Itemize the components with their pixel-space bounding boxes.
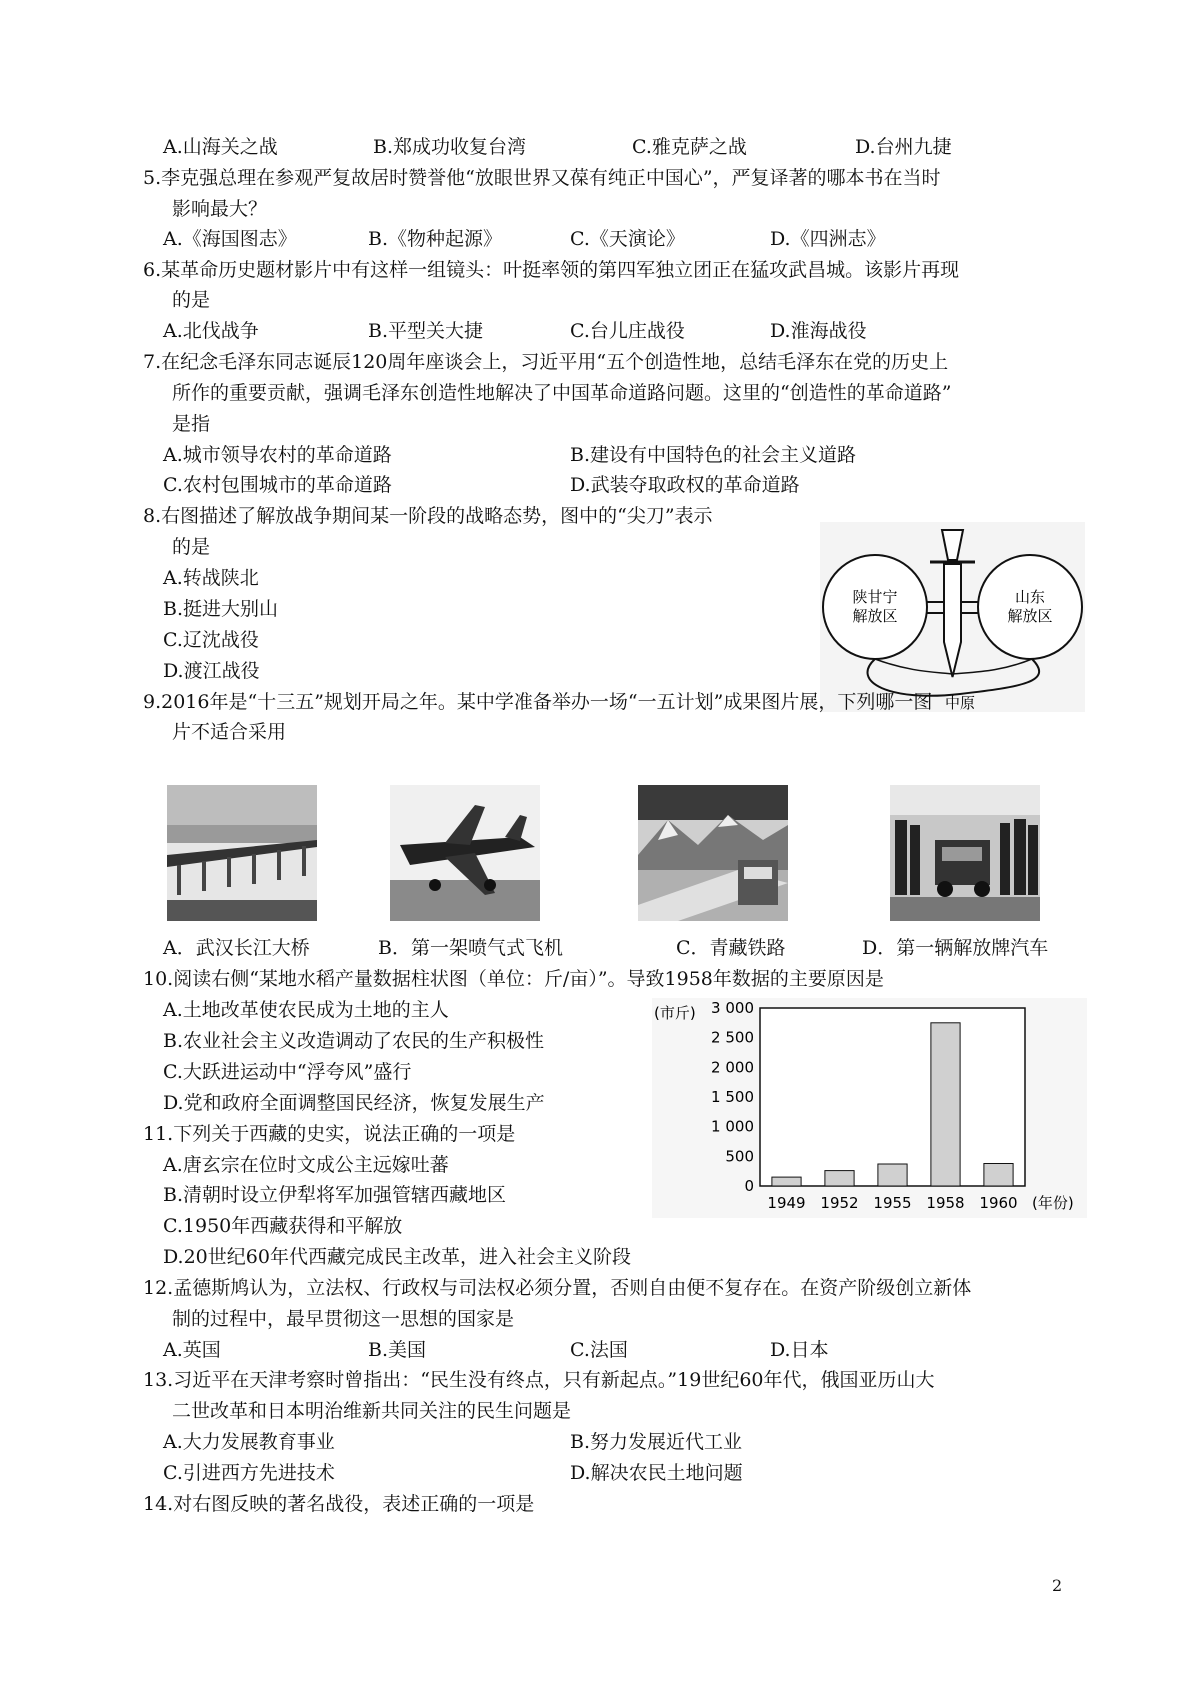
q9-option-b: B．第一架喷气式飞机	[378, 937, 563, 959]
q4-option-d: D.台州九捷	[855, 136, 952, 158]
x-tick-label: 1958	[926, 1194, 965, 1212]
q13-stem-line1: 13.习近平在天津考察时曾指出：“民生没有终点，只有新起点。”19世纪60年代，俄国亚历山大	[143, 1369, 935, 1391]
q7-stem-line3: 是指	[172, 413, 211, 435]
q10-option-d: D.党和政府全面调整国民经济，恢复发展生产	[163, 1092, 545, 1114]
photo-jet-plane	[390, 785, 540, 921]
q13-stem-line2: 二世改革和日本明治维新共同关注的民生问题是	[172, 1400, 572, 1422]
y-tick-label: 0	[744, 1177, 754, 1195]
q6-stem-line1: 6.某革命历史题材影片中有这样一组镜头：叶挺率领的第四军独立团正在猛攻武昌城。该影片再现	[143, 259, 960, 281]
q6-stem-line2: 的是	[172, 289, 211, 311]
bar-1952	[825, 1171, 854, 1186]
q7-option-d: D.武装夺取政权的革命道路	[570, 474, 800, 496]
q13-option-d: D.解决农民土地问题	[570, 1462, 743, 1484]
q10-option-b: B.农业社会主义改造调动了农民的生产积极性	[163, 1030, 545, 1052]
y-tick-label: 1 500	[711, 1088, 754, 1106]
photo-qinghai-tibet-railway	[638, 785, 788, 921]
q9-option-d: D．第一辆解放牌汽车	[862, 937, 1049, 959]
q14-stem-line1: 14.对右图反映的著名战役，表述正确的一项是	[143, 1493, 535, 1515]
q5-option-c: C.《天演论》	[570, 228, 685, 250]
q9-stem-line1: 9.2016年是“十三五”规划开局之年。某中学准备举办一场“一五计划”成果图片展，下列哪一图	[143, 691, 933, 713]
q10-option-a: A.土地改革使农民成为土地的主人	[163, 999, 449, 1021]
q4-option-a: A.山海关之战	[163, 136, 278, 158]
photo-wuhan-bridge	[167, 785, 317, 921]
q7-option-a: A.城市领导农村的革命道路	[163, 444, 392, 466]
q11-option-b: B.清朝时设立伊犁将军加强管辖西藏地区	[163, 1184, 507, 1206]
q10-stem-line1: 10.阅读右侧“某地水稻产量数据柱状图（单位：斤/亩）”。导致1958年数据的主要原因是	[143, 968, 884, 990]
x-tick-label: 1955	[873, 1194, 912, 1212]
x-tick-label: 1949	[767, 1194, 806, 1212]
bar-1960	[984, 1164, 1013, 1187]
q12-stem-line1: 12.孟德斯鸠认为，立法权、行政权与司法权必须分置，否则自由便不复存在。在资产阶级创立新体	[143, 1277, 972, 1299]
q8-stem-line1: 8.右图描述了解放战争期间某一阶段的战略态势，图中的“尖刀”表示	[143, 505, 713, 527]
strategy-diagram	[820, 522, 1085, 712]
q6-option-c: C.台儿庄战役	[570, 320, 685, 342]
q9-option-c: C．青藏铁路	[676, 937, 786, 959]
y-tick-label: 3 000	[711, 999, 754, 1017]
q9-stem-line2: 片不适合采用	[172, 721, 287, 743]
x-unit-label: (年份)	[1032, 1194, 1074, 1212]
q11-option-a: A.唐玄宗在位时文成公主远嫁吐蕃	[163, 1154, 449, 1176]
q8-option-a: A.转战陕北	[163, 567, 259, 589]
q12-option-a: A.英国	[163, 1339, 221, 1361]
right-region-label-1: 山东	[1014, 588, 1046, 606]
q6-option-a: A.北伐战争	[163, 320, 259, 342]
bar-1949	[772, 1177, 801, 1186]
q10-option-c: C.大跃进运动中“浮夸风”盛行	[163, 1061, 412, 1083]
photo-jiefang-truck	[890, 785, 1040, 921]
q12-option-d: D.日本	[770, 1339, 829, 1361]
bar-1955	[878, 1164, 907, 1186]
q5-stem-line1: 5.李克强总理在参观严复故居时赞誉他“放眼世界又葆有纯正中国心”，严复译著的哪本书在当时	[143, 167, 941, 189]
q11-option-c: C.1950年西藏获得和平解放	[163, 1215, 403, 1237]
q13-option-c: C.引进西方先进技术	[163, 1462, 335, 1484]
q7-option-b: B.建设有中国特色的社会主义道路	[570, 444, 857, 466]
q12-option-c: C.法国	[570, 1339, 628, 1361]
q4-option-c: C.雅克萨之战	[632, 136, 747, 158]
left-region-label-2: 解放区	[852, 607, 898, 625]
q7-option-c: C.农村包围城市的革命道路	[163, 474, 392, 496]
page-number: 2	[1052, 1576, 1063, 1595]
central-plain-label: 中原	[944, 694, 976, 712]
q4-option-b: B.郑成功收复台湾	[373, 136, 527, 158]
q9-option-a: A．武汉长江大桥	[163, 937, 310, 959]
q12-option-b: B.美国	[368, 1339, 427, 1361]
q6-option-b: B.平型关大捷	[368, 320, 484, 342]
q12-stem-line2: 制的过程中，最早贯彻这一思想的国家是	[172, 1308, 515, 1330]
q8-option-c: C.辽沈战役	[163, 629, 259, 651]
q11-stem-line1: 11.下列关于西藏的史实，说法正确的一项是	[143, 1123, 516, 1145]
q8-stem-line2: 的是	[172, 536, 211, 558]
q8-option-d: D.渡江战役	[163, 660, 260, 682]
rice-yield-bar-chart	[652, 998, 1087, 1218]
q7-stem-line1: 7.在纪念毛泽东同志诞辰120周年座谈会上，习近平用“五个创造性地，总结毛泽东在党的历史上	[143, 351, 949, 373]
q5-option-a: A.《海国图志》	[163, 228, 297, 250]
bar-1958	[931, 1023, 960, 1186]
q6-option-d: D.淮海战役	[770, 320, 867, 342]
left-region-label-1: 陕甘宁	[852, 588, 898, 606]
right-region-label-2: 解放区	[1007, 607, 1053, 625]
plot-area	[760, 1008, 1025, 1186]
x-tick-label: 1952	[820, 1194, 859, 1212]
q13-option-b: B.努力发展近代工业	[570, 1431, 743, 1453]
q5-stem-line2: 影响最大？	[172, 198, 268, 220]
x-tick-label: 1960	[979, 1194, 1018, 1212]
y-unit-label: (市斤)	[654, 1004, 696, 1022]
q8-option-b: B.挺进大别山	[163, 598, 279, 620]
y-tick-label: 2 000	[711, 1058, 754, 1077]
q5-option-b: B.《物种起源》	[368, 228, 503, 250]
q13-option-a: A.大力发展教育事业	[163, 1431, 335, 1453]
q5-option-d: D.《四洲志》	[770, 228, 886, 250]
y-tick-label: 500	[725, 1147, 754, 1166]
q7-stem-line2: 所作的重要贡献，强调毛泽东创造性地解决了中国革命道路问题。这里的“创造性的革命道路”	[172, 382, 952, 404]
y-tick-label: 2 500	[711, 1028, 754, 1047]
q11-option-d: D.20世纪60年代西藏完成民主改革，进入社会主义阶段	[163, 1246, 631, 1268]
y-tick-label: 1 000	[711, 1117, 754, 1136]
